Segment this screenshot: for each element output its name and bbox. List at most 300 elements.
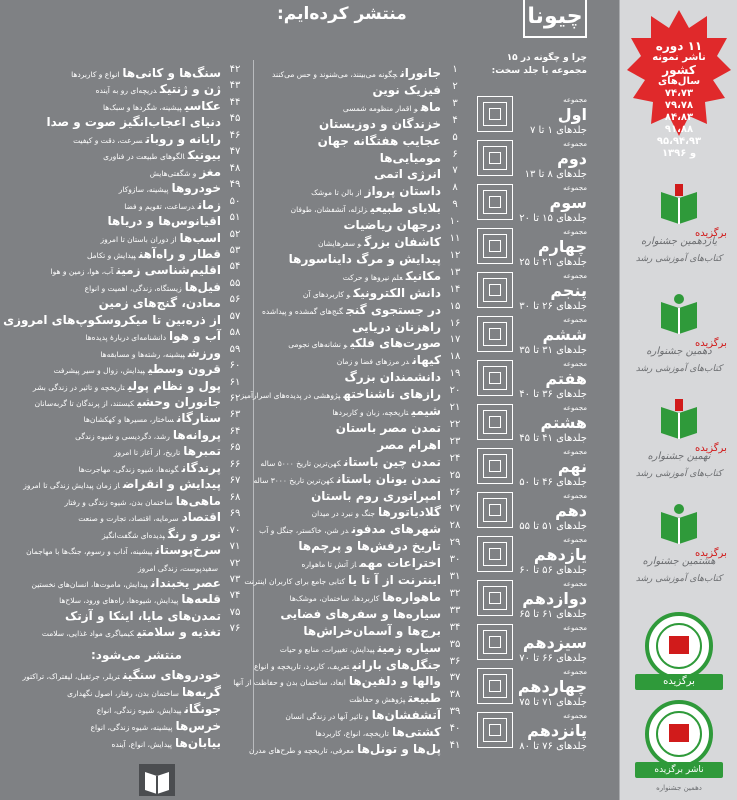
book-entry <box>255 518 465 537</box>
book-title: دانشمندان بزرگ <box>344 370 441 385</box>
book-title: بیابان‌ها <box>175 736 221 750</box>
book-emblem-icon <box>137 762 177 798</box>
book-entry <box>255 535 465 554</box>
book-description: و کاربردهای آن <box>302 289 351 299</box>
series-volumes: جلدهای ۶۱ تا ۶۵ <box>519 609 587 620</box>
book-number: ۲ <box>452 80 458 92</box>
book-description: و سفرهایشان <box>317 239 362 248</box>
book-title: آتشفشان‌ها <box>371 708 441 723</box>
book-number: ۲۱ <box>449 402 461 413</box>
book-title: برج‌ها و آسمان‌خراش‌ها <box>303 623 441 638</box>
book-number: ۱۴ <box>449 283 461 295</box>
book-title: از ذره‌بین تا میکروسکوپ‌های امروزی <box>3 312 221 327</box>
book-entry <box>255 485 465 501</box>
book-number: ۵۵ <box>229 277 241 289</box>
book-entry <box>255 721 465 740</box>
book-description: رشد، دگردیسی و شیوه زندگی <box>75 431 170 441</box>
book-entry <box>23 440 245 459</box>
series-volumes: جلدهای ۲۶ تا ۳۰ <box>519 301 587 312</box>
award-8: برگزیده هشتمین جشنواره کتاب‌های آموزشی رشد <box>627 500 731 606</box>
book-title: راهزنان دریایی <box>352 319 441 334</box>
coming-soon-heading: منتشر می‌شود: <box>91 648 182 662</box>
series-label: مجموعه <box>563 316 587 324</box>
book-entry <box>23 605 245 621</box>
series-volumes: جلدهای ۷۱ تا ۷۵ <box>519 697 587 708</box>
book-entry <box>255 704 465 723</box>
series-volumes: جلدهای ۳۱ تا ۳۵ <box>519 345 587 356</box>
book-title: اقتصاد <box>181 510 221 525</box>
book-number: ۶۲ <box>229 393 241 404</box>
book-title: معادن، گنج‌های زمین <box>98 296 221 311</box>
book-title: رایانه و روبات <box>145 131 221 146</box>
book-entry <box>23 572 245 588</box>
book-number: ۵۸ <box>229 327 241 339</box>
book-number: ۲۶ <box>449 486 461 498</box>
series-label: مجموعه <box>563 624 587 632</box>
book-description: کهن‌ترین تاریخ ۵۰۰۰ ساله <box>260 458 341 468</box>
series-emblem-icon <box>477 404 513 440</box>
book-entry <box>255 231 465 247</box>
series-volumes: جلدهای ۸ تا ۱۳ <box>524 169 587 180</box>
book-title: اختراعات مهم <box>359 556 441 571</box>
book-description: از دوران باستان تا امروز <box>100 234 177 244</box>
series-name: چهاردهم <box>517 677 587 696</box>
book-title: کیهان <box>412 353 441 368</box>
series-name: هشتم <box>540 413 587 432</box>
book-title: خزندگان و دوزیستان <box>319 116 441 131</box>
book-description: و اقمار منظومه شمسی <box>342 103 418 113</box>
series-name: دهم <box>555 501 587 520</box>
book-number: ۵۶ <box>229 294 241 306</box>
book-title: پول و نظام پولی <box>127 378 221 393</box>
book-entry <box>23 194 245 210</box>
book-number: ۴ <box>452 114 458 126</box>
series-emblem-icon <box>477 228 513 264</box>
series-emblem-icon <box>477 624 513 660</box>
series-emblem-icon <box>477 184 513 220</box>
book-number: ۴۸ <box>229 162 241 174</box>
sample-publisher-badge <box>627 6 731 171</box>
book-title: فیزیک نوین <box>372 82 441 97</box>
book-entry <box>23 375 245 391</box>
series-item <box>477 400 587 448</box>
book-entry <box>255 501 465 520</box>
book-logo-icon <box>657 292 701 336</box>
book-entry <box>23 177 245 196</box>
book-title: قطار و راه‌آهن <box>138 246 221 261</box>
book-number: ۴۱ <box>449 740 461 751</box>
book-description: از آتش تا ماهواره <box>301 560 357 570</box>
book-entry <box>255 332 465 351</box>
book-title: کاشفان بزرگ <box>364 235 441 249</box>
book-logo-icon <box>657 502 701 546</box>
series-emblem-icon <box>477 96 513 132</box>
book-entry <box>23 621 245 640</box>
series-name: سوم <box>549 193 587 212</box>
book-title: خودروهای سنگین <box>122 668 221 682</box>
book-number: ۳۸ <box>449 689 461 701</box>
series-emblem-icon <box>477 448 513 484</box>
book-logo-icon <box>657 182 701 226</box>
book-entry <box>23 588 245 607</box>
book-entry <box>23 161 245 177</box>
book-number: ۳۰ <box>449 554 461 566</box>
book-entry <box>255 299 465 315</box>
series-volumes: جلدهای ۱ تا ۷ <box>529 125 587 136</box>
book-title: عصر یخبندان <box>150 575 221 590</box>
book-entry <box>255 62 465 78</box>
book-number: ۶ <box>452 148 458 160</box>
book-number: ۷۳ <box>229 573 241 585</box>
book-description: دانشنامه‌ای دربارهٔ پدیده‌ها <box>85 333 167 343</box>
series-label: مجموعه <box>563 668 587 676</box>
book-description: پیدایش و تکامل <box>86 250 136 260</box>
book-title: طبیعت <box>408 691 441 706</box>
book-description: پژوهشی در پدیده‌های اسرارآمیز <box>240 391 341 401</box>
series-name: دوازدهم <box>522 589 587 608</box>
book-description: زلزله، آتشفشان، طوفان <box>290 205 368 215</box>
book-number: ۶۶ <box>229 458 241 470</box>
book-number: ۸ <box>452 182 458 194</box>
book-title: عجایب هفتگانه جهان <box>317 133 441 148</box>
book-entry <box>255 248 465 264</box>
book-number: ۱ <box>452 64 458 75</box>
book-entry <box>23 62 245 78</box>
book-number: ۷۵ <box>229 606 241 618</box>
book-number: ۲۹ <box>449 537 461 549</box>
series-label: مجموعه <box>563 228 587 236</box>
book-number: ۴۷ <box>229 146 241 158</box>
book-entry <box>255 687 465 706</box>
book-description: از بالن تا موشک <box>311 188 362 198</box>
series-item <box>477 180 587 228</box>
book-title: مغز <box>199 164 221 179</box>
book-title: پروانه‌ها <box>172 427 221 442</box>
divider <box>253 60 254 752</box>
book-entry <box>23 473 245 492</box>
book-description: پیدایش، شیوه زندگی، انواع <box>96 706 182 715</box>
book-number: ۴۴ <box>229 96 241 108</box>
book-number: ۲۲ <box>449 418 461 430</box>
book-number: ۹ <box>452 199 458 211</box>
book-number: ۱۹ <box>449 368 461 380</box>
series-label: مجموعه <box>563 272 587 280</box>
book-entry <box>255 654 465 670</box>
book-description: جنگ و نبرد در میدان <box>311 509 375 519</box>
book-number: ۳۷ <box>449 672 461 684</box>
book-description: پیدایش، ماموت‌ها، انسان‌های نخستین <box>31 579 148 589</box>
book-entry <box>255 147 465 163</box>
book-title: ستارگان <box>176 411 221 426</box>
book-description: کتابی جامع برای کاربران اینترنت <box>244 577 346 586</box>
book-title: زمان <box>197 197 221 212</box>
book-entry <box>255 586 465 602</box>
book-title: دانش الکترونیک <box>353 285 441 300</box>
book-title: والها و دلفین‌ها <box>348 674 441 689</box>
book-number: ۱۲ <box>449 249 461 261</box>
book-number: ۴۵ <box>229 113 241 125</box>
seal-icon <box>631 612 727 682</box>
series-item <box>477 92 587 140</box>
book-description: درساعت، تقویم و فضا <box>124 201 195 211</box>
book-number: ۳۹ <box>449 706 461 718</box>
series-volumes: جلدهای ۴۶ تا ۵۰ <box>519 477 587 488</box>
series-name: یازدهم <box>533 545 587 564</box>
book-number: ۷۱ <box>229 541 241 553</box>
book-title: آب و هوا <box>169 329 221 344</box>
book-title: مومیایی‌ها <box>379 150 441 165</box>
seal-ribbon: برگزیده <box>635 674 723 690</box>
book-title: جونگان <box>184 702 221 716</box>
book-description: پیشینه، رشته‌ها و مسابقه‌ها <box>100 349 185 359</box>
book-number: ۵۴ <box>229 261 241 273</box>
series-emblem-icon <box>477 580 513 616</box>
coming-entry <box>23 698 245 714</box>
book-number: ۶۳ <box>229 409 241 421</box>
book-description: پیشینه، شیوه زندگی، انواع <box>90 723 173 732</box>
book-description: کاربردها، ساختمان، موشک‌ها <box>289 593 380 603</box>
book-entry <box>23 342 245 358</box>
book-description: تاریخچه، زبان و کاربردها <box>332 408 409 417</box>
book-title: تمدن‌های مایا، اینکا و آزتک <box>64 608 221 623</box>
published-heading: منتشر کرده‌ایم: <box>277 4 407 24</box>
book-number: ۲۸ <box>449 520 461 532</box>
book-number: ۶۵ <box>229 442 241 454</box>
publisher-seal <box>631 700 727 792</box>
book-description: پدیده‌ای شگفت‌انگیز <box>102 530 165 540</box>
book-description: ساختمان بدن، رفتار، اصول نگهداری <box>67 689 179 698</box>
book-title: مکانیک <box>405 268 441 283</box>
book-number: ۵۱ <box>229 212 241 224</box>
book-entry <box>23 391 245 407</box>
book-title: پرندگان <box>181 460 221 475</box>
book-title: کشتی‌ها <box>391 725 441 740</box>
book-entry <box>244 569 465 587</box>
book-number: ۴۲ <box>229 64 241 75</box>
book-description: در شن، خاکستر، جنگل و آب <box>259 526 349 536</box>
book-number: ۶۷ <box>229 475 241 487</box>
book-description: زیستگاه، زندگی، اهمیت و انواع <box>84 283 182 293</box>
series-label: مجموعه <box>563 536 587 544</box>
book-description: دریچه‌ای رو به آینده <box>95 86 157 96</box>
book-entry <box>255 79 465 95</box>
book-number: ۵۰ <box>229 195 241 207</box>
series-item <box>477 532 587 580</box>
book-number: ۱۵ <box>449 300 461 312</box>
book-number: ۴۰ <box>449 723 461 735</box>
book-number: ۲۷ <box>449 503 461 515</box>
book-title: انرژی اتمی <box>374 167 441 182</box>
series-name: چهارم <box>537 237 587 256</box>
book-description: تریلر، جرثقیل، لیفتراک، تراکتور <box>22 672 120 681</box>
book-number: ۵۹ <box>229 343 241 355</box>
book-title: سیاره زمین <box>377 640 441 655</box>
book-title: بیونیک <box>187 148 221 163</box>
book-entry <box>23 95 245 111</box>
book-description: تاریخچه، انواع، کاربردها <box>315 729 389 739</box>
book-entry <box>3 309 245 327</box>
series-name: ششم <box>542 325 587 344</box>
book-description: و شگفتی‌هایش <box>149 168 197 178</box>
book-title: دنیای اعجاب‌انگیز صوت و صدا <box>46 115 221 130</box>
series-item <box>477 488 587 536</box>
book-description: تاریخچه و تاثیر در زندگی بشر <box>32 382 125 392</box>
book-description: چگونه می‌بینند، می‌شنوند و حس می‌کنند <box>272 70 398 79</box>
book-number: ۶۹ <box>229 508 241 520</box>
book-number: ۱۶ <box>449 317 461 329</box>
series-name: هفتم <box>545 369 587 388</box>
series-name: سیزدهم <box>522 633 587 652</box>
book-entry <box>255 96 465 112</box>
book-entry <box>23 144 245 163</box>
book-entry <box>23 424 245 440</box>
series-volumes: جلدهای ۴۱ تا ۴۵ <box>519 433 587 444</box>
seal-subtitle: دهمین جشنواره <box>656 784 702 792</box>
book-description: گونه‌ها، شیوه زندگی، مهاجرت‌ها <box>78 464 179 474</box>
book-description: کیمیاگری مواد غذایی، سلامت <box>41 629 135 639</box>
book-number: ۷۰ <box>229 524 241 536</box>
book-title: خرس‌ها <box>175 719 221 733</box>
book-entry <box>255 603 465 619</box>
book-description: در مرزهای فضا و زمان <box>336 357 410 367</box>
book-title: سرخ‌پوستان <box>155 543 221 558</box>
series-volumes: جلدهای ۳۶ تا ۴۰ <box>519 389 587 400</box>
book-description: ساختار، مسیرها و کهکشان‌ها <box>83 415 174 425</box>
series-label: مجموعه <box>563 448 587 456</box>
book-text <box>248 738 441 759</box>
book-entry <box>255 265 465 281</box>
series-emblem-icon <box>477 360 513 396</box>
book-title: تمدن مصر باستان <box>335 420 441 435</box>
series-name: دوم <box>557 149 587 168</box>
series-item <box>477 444 587 492</box>
book-description: و نشانه‌های نجومی <box>288 340 348 350</box>
book-description: تعریف، کاربرد، تاریخچه و انواع <box>254 661 350 671</box>
book-title: تمبرها <box>183 444 221 459</box>
series-item <box>477 664 587 712</box>
book-title: تغذیه و سلامتی <box>137 625 221 640</box>
book-title: اقیانوس‌ها و دریاها <box>107 214 221 229</box>
book-title: صورت‌های فلکی <box>350 336 441 351</box>
book-number: ۳۶ <box>449 655 461 667</box>
book-description: تاریخ، از آغاز تا امروز <box>113 448 181 458</box>
book-number: ۷۶ <box>229 623 241 635</box>
book-title: سنگ‌ها و کانی‌ها <box>122 66 221 80</box>
series-label: مجموعه <box>563 580 587 588</box>
series-emblem-icon <box>477 712 513 748</box>
book-description: پیدایش، انواع، آینده <box>111 740 172 749</box>
book-description: کیستند، از پرندگان تا گربه‌سانان <box>34 399 135 408</box>
book-number: ۴۶ <box>229 129 241 141</box>
book-description: و تاثیر آنها در زندگی انسان <box>285 712 369 722</box>
coming-entry <box>23 715 245 731</box>
book-entry <box>23 276 245 292</box>
series-intro: چرا و چگونه در ۱۵ مجموعه با جلد سخت: <box>491 53 587 76</box>
book-description: پیشینه، شگردها و سبک‌ها <box>103 102 182 112</box>
book-title: اینترنت از آ تا یا <box>348 573 441 587</box>
book-entry <box>255 282 465 298</box>
series-name: پانزدهم <box>527 721 587 740</box>
book-title: پیدایش و مرگ دایناسورها <box>288 251 441 266</box>
series-volumes: جلدهای ۷۶ تا ۸۰ <box>519 741 587 752</box>
book-title: ماه <box>420 99 441 114</box>
book-number: ۷۴ <box>229 590 241 602</box>
book-number: ۴۳ <box>229 80 241 92</box>
series-item <box>477 312 587 360</box>
book-number: ۲۳ <box>449 435 461 447</box>
series-emblem-icon <box>477 140 513 176</box>
book-entry <box>255 214 465 233</box>
series-label: مجموعه <box>563 184 587 192</box>
book-entry <box>233 670 465 689</box>
book-title: اهرام مصر <box>377 437 441 452</box>
book-entry <box>255 552 465 571</box>
book-entry <box>255 620 465 636</box>
book-number: ۱۰ <box>449 216 461 228</box>
book-description: آب، هوا، زمین و هوا <box>50 267 114 277</box>
book-entry <box>255 400 465 416</box>
series-item <box>477 356 587 404</box>
book-text <box>23 732 221 753</box>
winner-seal <box>631 612 727 696</box>
book-title: اسب‌ها <box>179 230 221 245</box>
book-description: از زمان پیدایش زندگی تا امروز <box>23 481 120 491</box>
book-entry <box>23 210 245 229</box>
book-number: ۷۲ <box>229 557 241 569</box>
badge-text: ۱۱ دوره ناشر نمونه کشور سال‌های ۷۴،۷۳ ۷۹،۷۸ ۸۴،۸۳ ۹۱،۸۸ ۹۵،۹۴،۹۳ و ۱۳۹۶ <box>652 39 706 159</box>
book-description: سرمایه، اقتصاد، تجارت و صنعت <box>78 514 179 524</box>
book-title: درجهان ریاضیات <box>343 218 441 233</box>
book-description: سفیدپوست، زندگی امروز <box>137 563 218 573</box>
series-name: اول <box>557 105 587 124</box>
coming-entry <box>23 681 245 697</box>
series-name: پنجم <box>550 281 587 300</box>
book-description: گنج‌های گمشده و پیداشده <box>262 306 344 316</box>
book-entry <box>23 78 245 97</box>
book-entry <box>23 490 245 506</box>
book-title: گلادیاتورها <box>377 505 441 520</box>
book-entry <box>255 434 465 450</box>
book-description: علم نیروها و حرکت <box>342 272 403 282</box>
book-description: پیشینه، سازوکار <box>118 185 169 195</box>
book-title: پیدایش و انقراض <box>122 477 221 492</box>
book-title: ورزش <box>187 345 221 360</box>
book-number: ۱۷ <box>449 334 461 346</box>
book-entry <box>23 523 245 539</box>
book-number: ۵ <box>452 131 458 143</box>
book-entry <box>23 243 245 259</box>
book-entry <box>255 197 465 216</box>
book-description: پیشینه، آداب و رسوم، جنگ‌ها با مهاجمان <box>26 547 153 557</box>
book-title: شیمی <box>411 404 441 418</box>
series-emblem-icon <box>477 492 513 528</box>
book-description: الگوهای طبیعت در فناوری <box>103 152 185 162</box>
book-title: گربه‌ها <box>181 685 221 699</box>
book-entry <box>23 227 245 243</box>
book-logo-icon <box>657 397 701 441</box>
book-description: ساختمان بدن، شیوه زندگی و رفتار <box>64 497 173 507</box>
book-number: ۱۸ <box>449 351 461 363</box>
book-entry <box>23 539 245 558</box>
book-number: ۱۱ <box>449 233 461 244</box>
book-entry <box>255 180 465 199</box>
book-entry <box>23 292 245 311</box>
book-description: پیدایش، شیوه‌ها، راه‌های ورود، سلاح‌ها <box>59 596 179 606</box>
book-number: ۷ <box>452 165 458 177</box>
book-entry <box>255 417 465 433</box>
series-volumes: جلدهای ۱۵ تا ۲۰ <box>519 213 587 224</box>
book-title: فیل‌ها <box>184 279 221 294</box>
